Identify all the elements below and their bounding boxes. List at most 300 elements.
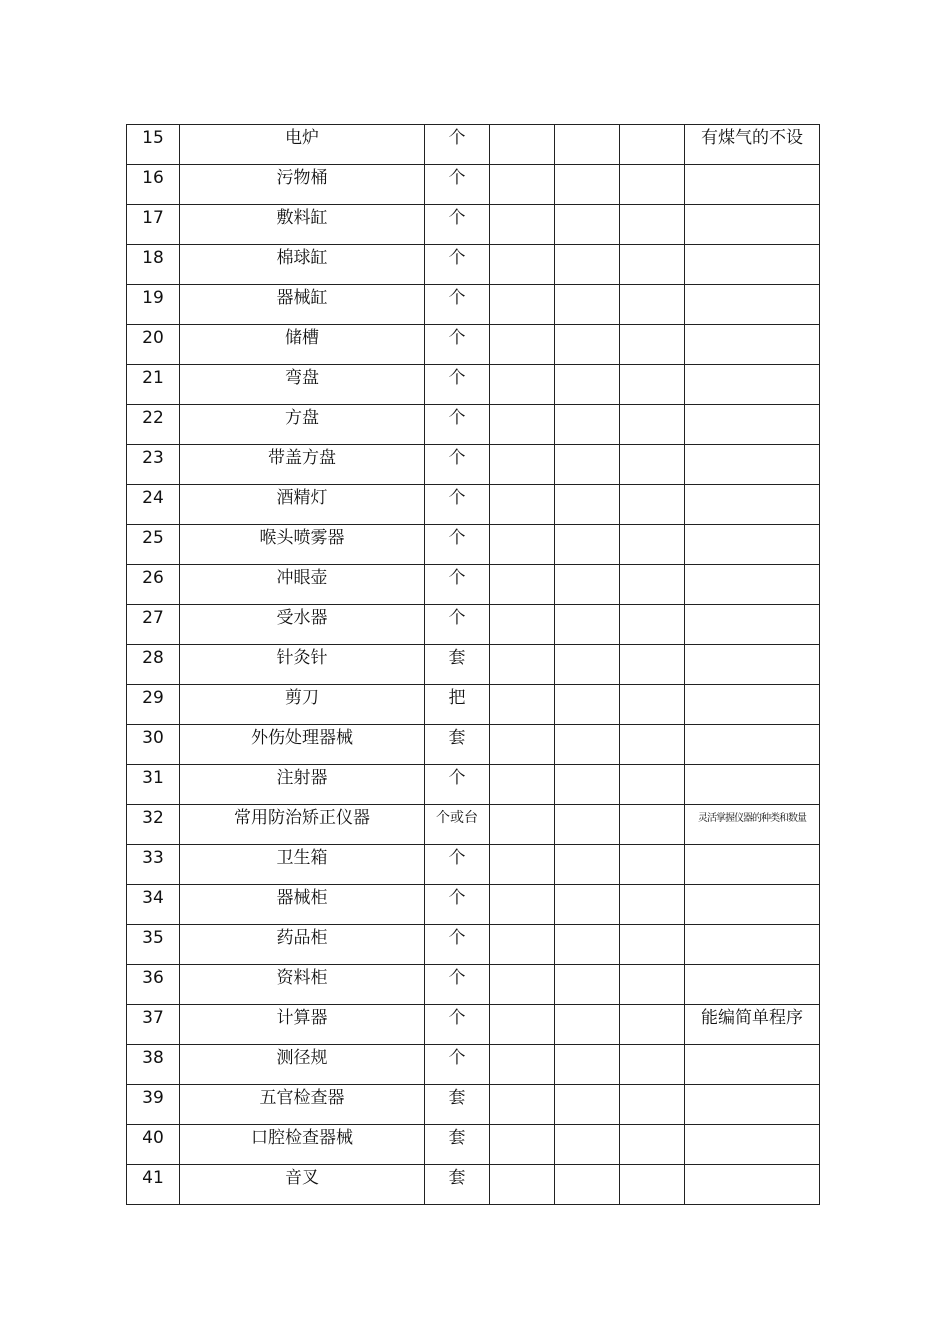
item-name-cell-text: 带盖方盘 [268,448,336,468]
blank-cell [490,1085,555,1125]
note-cell [685,605,820,645]
blank-cell [490,325,555,365]
unit-cell-text: 个 [448,328,466,348]
blank-cell [620,965,685,1005]
row-number-cell [127,605,180,645]
table-row [127,765,820,805]
blank-cell [620,445,685,485]
note-cell [685,405,820,445]
blank-cell [555,965,620,1005]
item-name-cell [180,725,425,765]
table-row [127,925,820,965]
note-cell-text [685,645,819,650]
blank-cell [555,1125,620,1165]
item-name-cell-text: 药品柜 [276,928,328,948]
note-cell [685,125,820,165]
unit-cell-text: 个 [448,248,466,268]
note-cell [685,285,820,325]
table-row [127,1045,820,1085]
unit-cell [425,125,490,165]
unit-cell [425,445,490,485]
row-number-cell-text: 22 [142,408,164,428]
blank-cell [555,725,620,765]
item-name-cell [180,1045,425,1085]
table-row [127,565,820,605]
item-name-cell-text: 储槽 [285,328,319,348]
unit-cell [425,725,490,765]
table-row [127,1085,820,1125]
blank-cell [620,405,685,445]
note-cell [685,485,820,525]
note-cell-text [685,885,819,890]
row-number-cell-text: 15 [142,128,164,148]
item-name-cell-text: 资料柜 [276,968,328,988]
note-cell [685,365,820,405]
item-name-cell-text: 器械缸 [276,288,328,308]
row-number-cell-text: 29 [142,688,164,708]
item-name-cell [180,525,425,565]
table-row [127,445,820,485]
item-name-cell-text: 喉头喷雾器 [259,528,345,548]
row-number-cell-text: 37 [142,1008,164,1028]
unit-cell-text: 个 [448,128,466,148]
blank-cell [490,925,555,965]
unit-cell-text: 个 [448,528,466,548]
unit-cell-text: 个 [448,488,466,508]
blank-cell [490,965,555,1005]
unit-cell-text: 套 [448,1088,466,1108]
item-name-cell [180,1005,425,1045]
note-cell-text [685,1165,819,1170]
table-row [127,125,820,165]
blank-cell [490,765,555,805]
note-cell [685,165,820,205]
note-cell-text [685,485,819,490]
blank-cell [620,245,685,285]
item-name-cell [180,765,425,805]
item-name-cell-text: 棉球缸 [276,248,328,268]
blank-cell [620,1045,685,1085]
row-number-cell [127,1045,180,1085]
row-number-cell [127,285,180,325]
item-name-cell [180,565,425,605]
row-number-cell [127,965,180,1005]
blank-cell [555,685,620,725]
item-name-cell [180,645,425,685]
blank-cell [555,1005,620,1045]
note-cell-text [685,845,819,850]
row-number-cell-text: 23 [142,448,164,468]
blank-cell [555,205,620,245]
note-cell [685,525,820,565]
blank-cell [555,525,620,565]
unit-cell [425,1045,490,1085]
row-number-cell-text: 36 [142,968,164,988]
row-number-cell-text: 24 [142,488,164,508]
unit-cell [425,365,490,405]
unit-cell [425,285,490,325]
blank-cell [490,525,555,565]
unit-cell-text: 套 [448,728,466,748]
unit-cell [425,885,490,925]
blank-cell [555,285,620,325]
item-name-cell-text: 卫生箱 [276,848,328,868]
note-cell [685,1005,820,1045]
row-number-cell-text: 39 [142,1088,164,1108]
table-row [127,325,820,365]
row-number-cell [127,405,180,445]
item-name-cell-text: 剪刀 [285,688,319,708]
unit-cell-text: 个 [448,368,466,388]
blank-cell [490,845,555,885]
note-cell-text [685,685,819,690]
blank-cell [555,125,620,165]
blank-cell [555,565,620,605]
note-cell-text [685,445,819,450]
blank-cell [620,805,685,845]
unit-cell-text: 个 [448,408,466,428]
note-cell-text [685,325,819,330]
blank-cell [555,1165,620,1205]
item-name-cell [180,1165,425,1205]
unit-cell-text: 套 [448,1128,466,1148]
unit-cell-text: 个 [448,608,466,628]
note-cell-text [685,565,819,570]
blank-cell [490,245,555,285]
table-row [127,245,820,285]
row-number-cell [127,125,180,165]
blank-cell [555,845,620,885]
row-number-cell-text: 40 [142,1128,164,1148]
item-name-cell-text: 音叉 [285,1168,319,1188]
unit-cell-text: 个 [448,288,466,308]
table-row [127,725,820,765]
item-name-cell-text: 口腔检查器械 [251,1128,353,1148]
row-number-cell-text: 27 [142,608,164,628]
blank-cell [490,1045,555,1085]
unit-cell-text: 套 [448,648,466,668]
unit-cell [425,645,490,685]
item-name-cell [180,485,425,525]
blank-cell [620,485,685,525]
unit-cell [425,1085,490,1125]
item-name-cell [180,1125,425,1165]
blank-cell [490,565,555,605]
table-row [127,605,820,645]
row-number-cell [127,845,180,885]
item-name-cell [180,605,425,645]
note-cell-text [685,765,819,770]
row-number-cell [127,925,180,965]
table-row [127,885,820,925]
row-number-cell [127,805,180,845]
unit-cell [425,965,490,1005]
blank-cell [555,165,620,205]
blank-cell [620,525,685,565]
blank-cell [490,685,555,725]
blank-cell [555,365,620,405]
note-cell-text [685,1125,819,1130]
note-cell-text [685,605,819,610]
row-number-cell [127,1085,180,1125]
blank-cell [490,805,555,845]
item-name-cell-text: 冲眼壶 [276,568,328,588]
row-number-cell [127,765,180,805]
row-number-cell [127,685,180,725]
note-cell-text [685,1085,819,1090]
blank-cell [490,1165,555,1205]
note-cell-text [685,405,819,410]
blank-cell [490,485,555,525]
unit-cell [425,485,490,525]
blank-cell [490,645,555,685]
unit-cell-text: 个 [448,1008,466,1028]
table-row [127,205,820,245]
blank-cell [620,285,685,325]
row-number-cell-text: 19 [142,288,164,308]
note-cell [685,1045,820,1085]
row-number-cell [127,525,180,565]
note-cell [685,725,820,765]
table-row [127,845,820,885]
unit-cell [425,685,490,725]
unit-cell [425,245,490,285]
blank-cell [620,325,685,365]
blank-cell [620,125,685,165]
blank-cell [620,685,685,725]
item-name-cell [180,325,425,365]
note-cell [685,765,820,805]
blank-cell [620,605,685,645]
row-number-cell [127,645,180,685]
note-cell [685,965,820,1005]
blank-cell [490,205,555,245]
blank-cell [490,725,555,765]
row-number-cell [127,485,180,525]
item-name-cell-text: 针灸针 [276,648,328,668]
note-cell [685,445,820,485]
note-cell-text [685,725,819,730]
item-name-cell [180,965,425,1005]
row-number-cell-text: 41 [142,1168,164,1188]
unit-cell-text: 个 [448,568,466,588]
item-name-cell-text: 受水器 [276,608,328,628]
table-row [127,165,820,205]
unit-cell-text: 个 [448,1048,466,1068]
item-name-cell-text: 电炉 [285,128,319,148]
note-cell [685,805,820,845]
unit-cell-text: 个或台 [436,810,478,826]
blank-cell [620,1085,685,1125]
note-cell-text [685,365,819,370]
item-name-cell-text: 弯盘 [285,368,319,388]
blank-cell [620,1125,685,1165]
row-number-cell-text: 21 [142,368,164,388]
row-number-cell-text: 31 [142,768,164,788]
unit-cell-text: 个 [448,968,466,988]
unit-cell-text: 个 [448,448,466,468]
item-name-cell [180,845,425,885]
item-name-cell-text: 敷料缸 [276,208,328,228]
unit-cell [425,325,490,365]
blank-cell [620,1005,685,1045]
row-number-cell-text: 33 [142,848,164,868]
item-name-cell [180,205,425,245]
unit-cell-text: 个 [448,848,466,868]
row-number-cell-text: 25 [142,528,164,548]
table-row [127,405,820,445]
blank-cell [490,125,555,165]
unit-cell [425,765,490,805]
item-name-cell [180,285,425,325]
row-number-cell [127,205,180,245]
row-number-cell [127,445,180,485]
note-cell-text [685,165,819,170]
table-row [127,645,820,685]
note-cell [685,565,820,605]
table-row [127,1165,820,1205]
equipment-table [126,124,820,1205]
item-name-cell [180,1085,425,1125]
blank-cell [555,645,620,685]
blank-cell [555,325,620,365]
unit-cell-text: 个 [448,888,466,908]
note-cell-text [685,1045,819,1050]
note-cell-text: 能编简单程序 [701,1008,803,1028]
note-cell [685,205,820,245]
table-row [127,525,820,565]
unit-cell-text: 把 [448,688,466,708]
blank-cell [620,925,685,965]
blank-cell [555,885,620,925]
row-number-cell [127,1005,180,1045]
blank-cell [490,445,555,485]
blank-cell [490,285,555,325]
table-row [127,685,820,725]
row-number-cell-text: 17 [142,208,164,228]
blank-cell [555,1045,620,1085]
unit-cell [425,925,490,965]
note-cell [685,925,820,965]
row-number-cell-text: 35 [142,928,164,948]
row-number-cell [127,885,180,925]
item-name-cell-text: 五官检查器 [259,1088,345,1108]
row-number-cell-text: 32 [142,808,164,828]
unit-cell-text: 个 [448,168,466,188]
blank-cell [490,365,555,405]
item-name-cell [180,165,425,205]
table-row [127,485,820,525]
note-cell [685,885,820,925]
unit-cell-text: 个 [448,208,466,228]
unit-cell [425,1165,490,1205]
row-number-cell-text: 20 [142,328,164,348]
unit-cell [425,845,490,885]
blank-cell [620,885,685,925]
blank-cell [620,725,685,765]
unit-cell [425,405,490,445]
item-name-cell [180,365,425,405]
unit-cell [425,605,490,645]
row-number-cell-text: 16 [142,168,164,188]
note-cell [685,845,820,885]
row-number-cell [127,245,180,285]
blank-cell [555,805,620,845]
note-cell [685,1085,820,1125]
row-number-cell [127,365,180,405]
blank-cell [490,1005,555,1045]
blank-cell [555,605,620,645]
blank-cell [555,925,620,965]
table-row [127,1125,820,1165]
note-cell [685,645,820,685]
note-cell-text [685,525,819,530]
note-cell [685,1125,820,1165]
row-number-cell-text: 30 [142,728,164,748]
blank-cell [620,165,685,205]
item-name-cell [180,925,425,965]
note-cell [685,685,820,725]
item-name-cell [180,685,425,725]
item-name-cell-text: 器械柜 [276,888,328,908]
item-name-cell [180,405,425,445]
unit-cell [425,1005,490,1045]
note-cell-text: 灵活掌握仪器的种类和数量 [698,813,806,824]
unit-cell-text: 套 [448,1168,466,1188]
blank-cell [555,1085,620,1125]
table-row [127,365,820,405]
table-row [127,965,820,1005]
blank-cell [620,1165,685,1205]
item-name-cell [180,245,425,285]
blank-cell [620,645,685,685]
unit-cell [425,205,490,245]
item-name-cell-text: 测径规 [276,1048,328,1068]
row-number-cell-text: 26 [142,568,164,588]
item-name-cell [180,445,425,485]
note-cell-text [685,245,819,250]
item-name-cell-text: 常用防治矫正仪器 [234,808,370,828]
item-name-cell-text: 酒精灯 [276,488,328,508]
row-number-cell-text: 28 [142,648,164,668]
item-name-cell-text: 计算器 [276,1008,328,1028]
unit-cell [425,565,490,605]
row-number-cell [127,1125,180,1165]
note-cell-text [685,205,819,210]
row-number-cell [127,565,180,605]
item-name-cell-text: 外伤处理器械 [251,728,353,748]
blank-cell [555,485,620,525]
blank-cell [555,245,620,285]
item-name-cell [180,885,425,925]
note-cell [685,1165,820,1205]
row-number-cell-text: 38 [142,1048,164,1068]
note-cell [685,245,820,285]
table-row [127,805,820,845]
note-cell-text [685,965,819,970]
blank-cell [490,405,555,445]
blank-cell [620,365,685,405]
row-number-cell [127,725,180,765]
row-number-cell [127,165,180,205]
blank-cell [490,165,555,205]
unit-cell [425,165,490,205]
blank-cell [620,765,685,805]
row-number-cell-text: 18 [142,248,164,268]
table-row [127,285,820,325]
blank-cell [620,845,685,885]
item-name-cell [180,805,425,845]
